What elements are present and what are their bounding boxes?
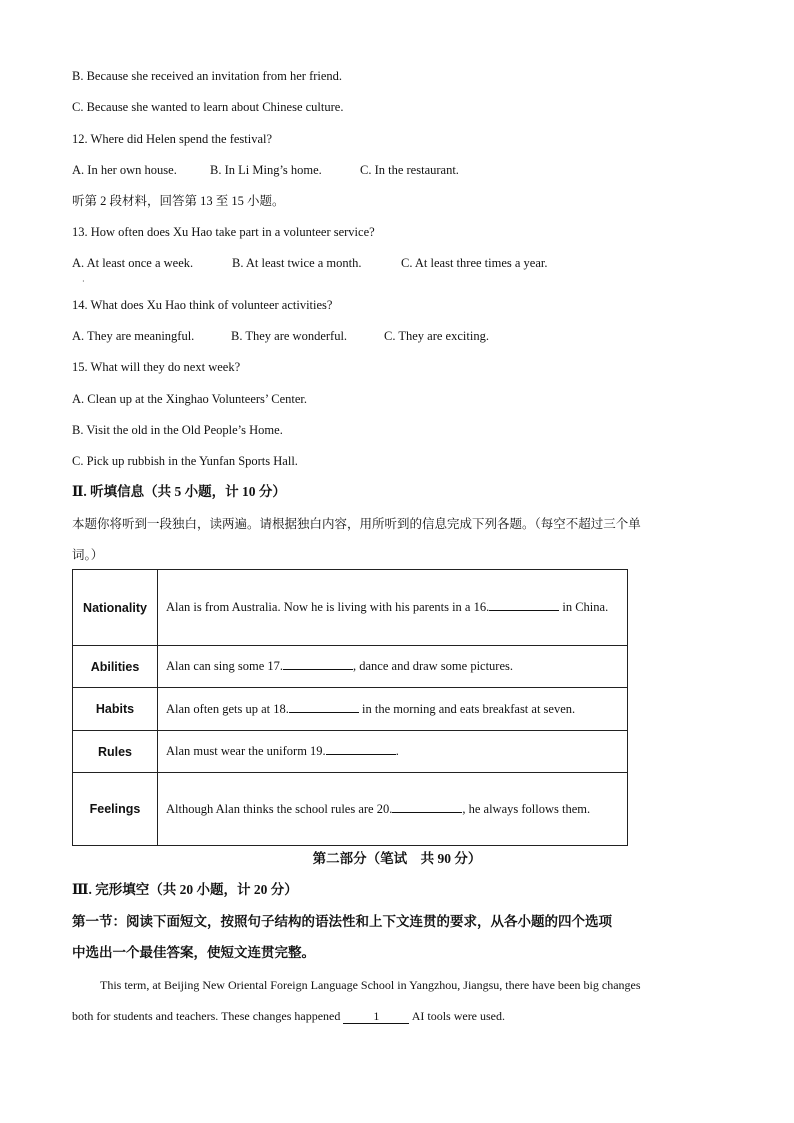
table-row: [73, 570, 628, 646]
section-3-instruction-line-1: 第一节：阅读下面短文，按照句子结构的语法性和上下文连贯的要求，从各小题的四个选项: [72, 914, 612, 929]
row-label: Feelings: [73, 773, 158, 846]
q12-option-c: C. In the restaurant.: [360, 163, 459, 177]
q14-option-c: C. They are exciting.: [384, 329, 489, 343]
row-label: Abilities: [73, 646, 158, 688]
section-2-instruction-line-1: 本题你将听到一段独白，读两遍。请根据独白内容，用所听到的信息完成下列各题。（每空不超过三个单: [72, 517, 641, 531]
q12-option-a: A. In her own house.: [72, 163, 177, 177]
row-content: Alan must wear the uniform 19. .: [158, 731, 628, 773]
q15-option-c: C. Pick up rubbish in the Yunfan Sports Hall.: [72, 454, 298, 468]
q12-option-b: B. In Li Ming’s home.: [210, 163, 322, 177]
q13-option-a: A. At least once a week.: [72, 256, 194, 270]
row-content: Alan is from Australia. Now he is living with his parents in a 16. in China.: [158, 570, 628, 646]
section-3-instruction-line-2: 中选出一个最佳答案，使短文连贯完整。: [72, 945, 315, 960]
table-row: [73, 688, 628, 731]
answer-blank-18[interactable]: [289, 700, 359, 713]
q12-options: [72, 162, 459, 178]
part-two-title: 第二部分（笔试 共 90 分）: [312, 851, 482, 866]
q13-question: 13. How often does Xu Hao take part in a volunteer service?: [72, 225, 375, 239]
passage-line-2: both for students and teachers. These changes happened 1 AI tools were used.: [72, 1009, 506, 1023]
q13-option-c: C. At least three times a year.: [401, 256, 548, 270]
section-2-instruction-line-2: 词。）: [72, 548, 104, 562]
stray-dot: ·: [82, 277, 85, 286]
q14-option-b: B. They are wonderful.: [231, 329, 348, 343]
q13-option-b: B. At least twice a month.: [232, 256, 362, 270]
q15-option-a: A. Clean up at the Xinghao Volunteers’ Center.: [72, 392, 308, 406]
listening-info-table: [72, 569, 628, 846]
q12-question: 12. Where did Helen spend the festival?: [72, 132, 273, 146]
table-row: [73, 646, 628, 688]
q11-option-c: C. Because she wanted to learn about Chinese culture.: [72, 100, 344, 114]
q15-question: 15. What will they do next week?: [72, 360, 241, 374]
row-content: Alan can sing some 17. , dance and draw some pictures.: [158, 646, 628, 688]
table-row: [73, 773, 628, 846]
passage-line-1: This term, at Beijing New Oriental Foreign Language School in Yangzhou, Jiangsu, there have been big changes: [100, 978, 641, 992]
q14-question: 14. What does Xu Hao think of volunteer activities?: [72, 298, 333, 312]
instruction-part-2: 听第 2 段材料，回答第 13 至 15 小题。: [72, 194, 285, 208]
q11-option-b: B. Because she received an invitation from her friend.: [72, 69, 343, 83]
q15-option-b: B. Visit the old in the Old People’s Home.: [72, 423, 283, 437]
section-2-heading: Ⅱ. 听填信息（共 5 小题，计 10 分）: [72, 484, 286, 499]
row-content: Alan often gets up at 18. in the morning and eats breakfast at seven.: [158, 688, 628, 731]
answer-blank-16[interactable]: [489, 598, 559, 611]
section-3-heading: Ⅲ. 完形填空（共 20 小题，计 20 分）: [72, 882, 298, 897]
q13-options: [72, 255, 547, 271]
table-row: [73, 731, 628, 773]
answer-blank-20[interactable]: [392, 800, 462, 813]
row-label: Rules: [73, 731, 158, 773]
cloze-blank-1[interactable]: 1: [343, 1009, 409, 1024]
q14-option-a: A. They are meaningful.: [72, 329, 195, 343]
row-label: Nationality: [73, 570, 158, 646]
row-label: Habits: [73, 688, 158, 731]
row-content: Although Alan thinks the school rules are 20. , he always follows them.: [158, 773, 628, 846]
q14-options: [72, 328, 489, 344]
answer-blank-17[interactable]: [283, 657, 353, 670]
answer-blank-19[interactable]: [326, 742, 396, 755]
